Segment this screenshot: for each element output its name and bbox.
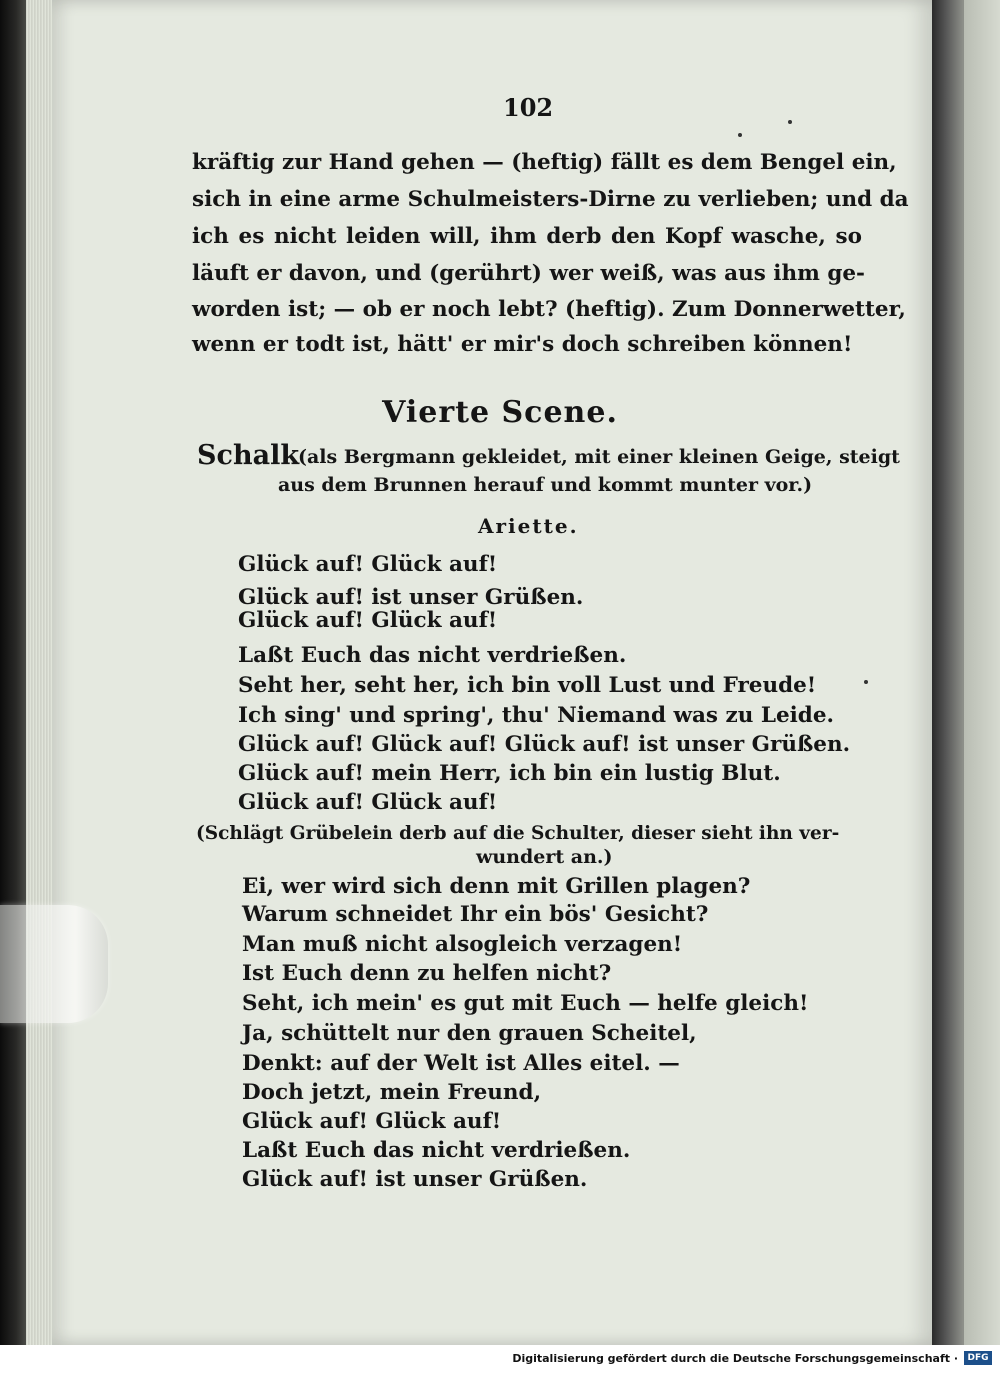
verse-line: Seht, ich mein' es gut mit Euch — helfe gleich!: [242, 991, 809, 1016]
verse-line: Ist Euch denn zu helfen nicht?: [242, 961, 612, 986]
page-edges-left: [26, 0, 54, 1345]
dfg-logo: DFG: [964, 1351, 992, 1365]
prose-line: wenn er todt ist, hätt' er mir's doch schreiben können!: [192, 332, 853, 357]
verse-line: Glück auf! ist unser Grüßen.: [242, 1167, 588, 1192]
stage-direction-line: (als Bergmann gekleidet, mit einer kleinen Geige, steigt: [298, 446, 900, 468]
verse-line: Ich sing' und spring', thu' Niemand was zu Leide.: [238, 703, 835, 728]
prose-line: kräftig zur Hand gehen — (heftig) fällt es dem Bengel ein,: [192, 150, 897, 175]
verse-line: Laßt Euch das nicht verdrießen.: [242, 1138, 631, 1163]
ink-speck: [788, 120, 792, 124]
prose-line: sich in eine arme Schulmeisters-Dirne zu verlieben; und da: [192, 187, 909, 212]
verse-line: Glück auf! Glück auf!: [238, 552, 498, 577]
ink-speck: [864, 680, 868, 684]
verse-line: Glück auf! Glück auf!: [238, 790, 498, 815]
page-edge-right: [932, 0, 1000, 1345]
prose-line: läuft er davon, und (gerührt) wer weiß, was aus ihm ge-: [192, 261, 865, 286]
speaker-name: Schalk: [197, 440, 300, 471]
verse-line: Denkt: auf der Welt ist Alles eitel. —: [242, 1051, 680, 1076]
verse-line: Glück auf! mein Herr, ich bin ein lustig Blut.: [238, 761, 781, 786]
verse-line: Glück auf! Glück auf!: [238, 608, 498, 633]
scene-title: Vierte Scene.: [382, 395, 618, 430]
song-title: Ariette.: [478, 514, 579, 538]
prose-line: worden ist; — ob er noch lebt? (heftig). Zum Donnerwetter,: [192, 297, 906, 322]
verse-line: Glück auf! Glück auf! Glück auf! ist unser Grüßen.: [238, 732, 851, 757]
stage-direction-line: (Schlägt Grübelein derb auf die Schulter, dieser sieht ihn ver-: [196, 823, 840, 844]
verse-line: Ei, wer wird sich denn mit Grillen plagen?: [242, 874, 751, 899]
verse-line: Warum schneidet Ihr ein bös' Gesicht?: [242, 902, 709, 927]
verse-line: Man muß nicht alsogleich verzagen!: [242, 932, 683, 957]
page-holder-clip: [0, 905, 108, 1023]
ink-speck: [738, 133, 742, 137]
prose-line: ich es nicht leiden will, ihm derb den Kopf wasche, so: [192, 224, 862, 249]
verse-line: Laßt Euch das nicht verdrießen.: [238, 643, 627, 668]
verse-line: Doch jetzt, mein Freund,: [242, 1080, 542, 1105]
verse-line: Seht her, seht her, ich bin voll Lust und Freude!: [238, 673, 817, 698]
verse-line: Ja, schüttelt nur den grauen Scheitel,: [242, 1021, 697, 1046]
page-number: 102: [503, 93, 554, 122]
verse-line: Glück auf! Glück auf!: [242, 1109, 502, 1134]
stage-direction-line: aus dem Brunnen herauf und kommt munter vor.): [278, 474, 813, 496]
verse-line: Glück auf! ist unser Grüßen.: [238, 585, 584, 610]
footer-credit: Digitalisierung gefördert durch die Deutsche Forschungsgemeinschaft ·: [512, 1352, 958, 1365]
stage-direction-line: wundert an.): [476, 846, 613, 868]
